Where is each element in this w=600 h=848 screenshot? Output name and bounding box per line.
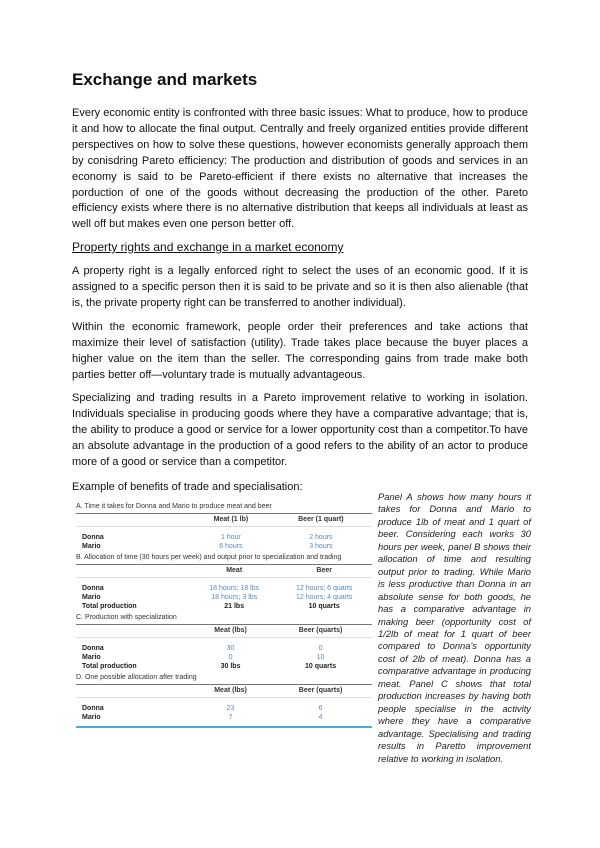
column-header: Beer <box>276 565 372 578</box>
specialization-paragraph: Specializing and trading results in a Pareto improvement relative to working in isolation. Individuals specialise in producing goods where they have a comparative advantage; that is, the ability to produce a good or service for a lower opportunity cost than a competitor.To have an absolute advantage in the production of a good refers to the ability of an actor to produce more of a good or service than a competitor. <box>72 392 528 468</box>
total-label: Total production <box>82 603 137 610</box>
section-heading: Property rights and exchange in a market economy <box>72 240 344 254</box>
table-cell: 30 <box>226 645 235 652</box>
table-cell: 23 <box>226 705 235 712</box>
table-cell: 6 hours <box>219 543 243 550</box>
column-header: Beer (1 quart) <box>270 514 372 527</box>
row-label: Donna <box>82 705 104 712</box>
total-cell: 21 lbs <box>224 603 245 610</box>
column-header: Meat (1 lb) <box>192 514 270 527</box>
table-row <box>76 644 372 653</box>
table-cell: 3 hours <box>309 543 333 550</box>
total-cell: 10 quarts <box>308 603 340 610</box>
panel-table <box>76 513 372 551</box>
total-cell: 30 lbs <box>220 663 241 670</box>
total-label: Total production <box>82 663 137 670</box>
panel-title: D. One possible allocation after trading <box>76 674 197 681</box>
property-rights-paragraph: A property right is a legally enforced right to select the uses of an economic good. If it is assigned to a specific person then it is said to be private and so it is then also alienable (that is, the private property right can be transferred to another individual). <box>72 265 528 309</box>
table-row <box>76 653 372 662</box>
table-cell: 6 <box>318 705 323 712</box>
row-label: Mario <box>82 714 101 721</box>
panel-title: A. Time it takes for Donna and Mario to produce meat and beer <box>76 503 272 510</box>
table-row <box>76 542 372 551</box>
table-bottom-rule <box>76 726 372 728</box>
column-header: Beer (quarts) <box>269 685 372 698</box>
table-row <box>76 713 372 722</box>
row-label: Mario <box>82 543 101 550</box>
intro-paragraph: Every economic entity is confronted with three basic issues: What to produce, how to produce it and how to allocate the final output. Centrally and freely organized entities provide different perspectives on how to solve these questions, however economists generally approach them by conisdring Pareto efficiency: The production and distribution of goods and services in an economy is said to be Pareto-efficient if there exists no alternative that increases the porduction of one of the goods without decreasing the production of the other. Pareto efficiency exists where there is no alternative distribution that keeps all individuals at least as well off but makes even one person better off. <box>72 107 528 231</box>
panel-table <box>76 624 372 671</box>
total-row <box>76 602 372 611</box>
table-row <box>76 704 372 713</box>
row-label: Donna <box>82 534 104 541</box>
table-cell: 4 <box>318 714 323 721</box>
row-label: Donna <box>82 645 104 652</box>
panel-table <box>76 684 372 722</box>
row-label: Donna <box>82 585 104 592</box>
table-cell: 12 hours; 6 quarts <box>295 585 353 592</box>
panel-title: B. Allocation of time (30 hours per week) and output prior to specialization and trading <box>76 554 342 561</box>
table-cell: 18 hours; 3 lbs <box>211 594 258 601</box>
panel-table <box>76 564 372 611</box>
column-header: Meat <box>192 565 276 578</box>
row-label: Mario <box>82 654 101 661</box>
row-label: Mario <box>82 594 101 601</box>
column-header: Meat (lbs) <box>192 625 269 638</box>
table-row <box>76 533 372 542</box>
utility-paragraph: Within the economic framework, people order their preferences and take actions that maximize their level of satisfaction (utility). Trade takes place because the buyer places a higher value on the item than the seller. The corresponding gains from trade make both parties better off—voluntary trade is mutually advantageous. <box>72 321 528 381</box>
panel-title: C. Production with specialization <box>76 614 177 621</box>
column-header: Meat (lbs) <box>192 685 269 698</box>
trade-table-figure <box>72 500 372 728</box>
table-cell: 12 hours; 4 quarts <box>295 594 353 601</box>
table-cell: 0 <box>228 654 233 661</box>
column-header: Beer (quarts) <box>269 625 372 638</box>
table-cell: 18 hours; 18 lbs <box>209 585 260 592</box>
table-row <box>76 593 372 602</box>
table-cell: 0 <box>318 645 323 652</box>
table-cell: 10 <box>316 654 325 661</box>
total-cell: 10 quarts <box>305 663 337 670</box>
total-row <box>76 662 372 671</box>
table-row <box>76 584 372 593</box>
table-cell: 7 <box>228 714 233 721</box>
table-cell: 1 hour <box>220 534 241 541</box>
figure-caption: Example of benefits of trade and specialisation: <box>72 481 303 493</box>
table-cell: 2 hours <box>309 534 333 541</box>
figure-side-note: Panel A shows how many hours it takes for Donna and Mario to produce 1lb of meat and 1 quart of beer. Considering each works 30 hours per week, panel B shows their allocation of time and resulting output prior to trading. While Mario is less productive than Donna in an absolute sense for both goods, he has a comparative advantage in making beer (opportunity cost of 1/2lb of meat for 1 quart of beer compared to Donna's opportunity cost of 2lb of meat). Donna has a comparative advantage in producing meat. Panel C shows that total production increases by having both people specialise in the activity where they have a comparative advantage. Specialising and trading results in Paretto improvement relative to working in isolation. <box>378 491 531 764</box>
page-title: Exchange and markets <box>72 70 258 89</box>
